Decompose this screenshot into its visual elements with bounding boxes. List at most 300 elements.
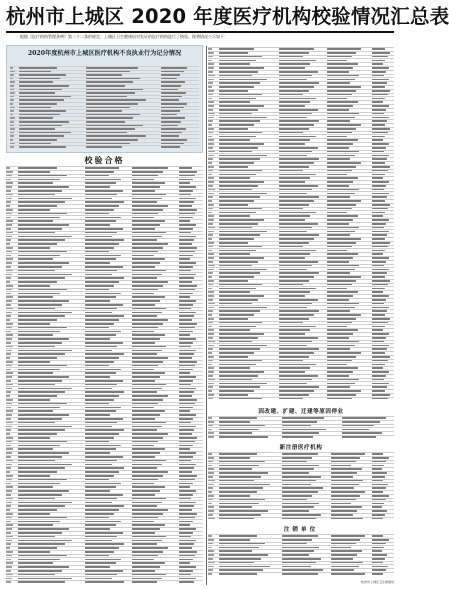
table-cell-text	[6, 403, 12, 405]
footer-issuer: 杭州市上城区卫生健康局	[360, 580, 394, 584]
table-cell-text	[282, 506, 314, 508]
table-cell-text	[18, 186, 69, 188]
table-cell-text	[327, 284, 352, 286]
table-cell-text	[18, 285, 51, 287]
table-cell-text	[19, 107, 50, 109]
table-cell-text	[327, 310, 350, 312]
table-cell-text	[372, 246, 388, 248]
table-cell-text	[279, 242, 309, 244]
table-cell-text	[327, 86, 361, 88]
table-cell-text	[18, 262, 69, 264]
table-cell-text	[219, 143, 264, 145]
table-cell-text	[208, 193, 214, 195]
table-cell-text	[10, 132, 14, 134]
table-cell-text	[18, 239, 65, 241]
table-cell-text	[208, 276, 212, 278]
table-cell-text	[219, 386, 260, 388]
table-cell-text	[18, 266, 62, 268]
table-cell-text	[208, 539, 214, 541]
table-cell-text	[132, 410, 165, 412]
table-cell-text	[179, 391, 194, 393]
table-cell-text	[18, 369, 60, 371]
table-cell-text	[279, 128, 309, 130]
table-cell-text	[18, 384, 55, 386]
table-cell-text	[179, 452, 195, 454]
table-cell-text	[327, 101, 358, 103]
table-cell-text	[279, 295, 305, 297]
table-cell-text	[208, 98, 212, 100]
table-cell-text	[279, 155, 307, 157]
table-cell-text	[6, 509, 10, 511]
table-cell-text	[18, 471, 58, 473]
table-cell-text	[132, 578, 162, 580]
table-cell-text	[6, 532, 11, 534]
table-cell-text	[219, 253, 250, 255]
table-cell-text	[6, 296, 13, 298]
column-divider	[206, 46, 207, 585]
table-cell-text	[132, 167, 168, 169]
table-cell-text	[179, 350, 196, 352]
table-cell-text	[219, 132, 262, 134]
table-cell-text	[327, 56, 352, 58]
table-cell-text	[179, 410, 190, 412]
table-cell-text	[18, 217, 60, 219]
table-cell-text	[6, 540, 12, 542]
table-cell-text	[132, 498, 166, 500]
table-cell-text	[18, 365, 67, 367]
table-cell-text	[208, 291, 214, 293]
table-cell-text	[10, 103, 13, 105]
table-cell-text	[219, 238, 254, 240]
table-cell-text	[279, 371, 305, 373]
score-summary-table	[10, 66, 199, 150]
table-cell-text	[327, 265, 359, 267]
table-cell-text	[85, 384, 118, 386]
table-cell-text	[179, 213, 195, 215]
table-cell-text	[18, 243, 58, 245]
table-cell-text	[18, 300, 69, 302]
table-cell-text	[132, 540, 162, 542]
table-cell-text	[327, 390, 361, 392]
table-cell-text	[6, 167, 10, 169]
table-cell-text	[208, 394, 214, 396]
table-cell-text	[179, 220, 190, 222]
table-cell-text	[179, 536, 191, 538]
table-cell-text	[219, 539, 250, 541]
table-cell-text	[331, 468, 362, 470]
table-cell-text	[208, 337, 213, 339]
table-cell-text	[342, 432, 382, 434]
table-cell-text	[6, 551, 13, 553]
table-cell-text	[85, 255, 121, 257]
table-cell-text	[219, 113, 252, 115]
table-cell-text	[179, 524, 190, 526]
table-cell-text	[279, 329, 311, 331]
table-cell-text	[85, 179, 121, 181]
table-cell-text	[85, 380, 123, 382]
table-cell-text	[85, 315, 124, 317]
table-cell-text	[6, 467, 11, 469]
table-cell-text	[327, 196, 350, 198]
table-cell-text	[132, 414, 160, 416]
table-cell-text	[327, 189, 359, 191]
table-cell-text	[327, 109, 349, 111]
table-cell-text	[132, 266, 155, 268]
table-cell-text	[19, 96, 71, 98]
table-cell-text	[18, 467, 65, 469]
table-cell-text	[219, 453, 256, 455]
table-cell-text	[179, 186, 195, 188]
table-cell-text	[132, 251, 158, 253]
table-cell-text	[208, 105, 214, 107]
table-cell-text	[18, 346, 55, 348]
table-cell-text	[132, 312, 162, 314]
table-cell-text	[6, 521, 11, 523]
table-cell-text	[18, 224, 69, 226]
table-cell-text	[208, 223, 213, 225]
table-cell-text	[208, 174, 212, 176]
table-cell-text	[85, 350, 112, 352]
table-cell-text	[279, 158, 320, 160]
table-cell-text	[327, 238, 361, 240]
table-cell-text	[85, 300, 111, 302]
table-cell-text	[6, 452, 12, 454]
table-cell-text	[85, 490, 111, 492]
table-cell-text	[85, 201, 124, 203]
table-cell-text	[132, 547, 168, 549]
table-cell-text	[219, 60, 256, 62]
table-cell-text	[85, 217, 121, 219]
table-cell-text	[132, 502, 162, 504]
table-cell-text	[18, 293, 60, 295]
table-cell-text	[219, 71, 258, 73]
table-cell-text	[219, 367, 250, 369]
table-cell-text	[6, 418, 11, 420]
table-cell-text	[132, 384, 166, 386]
table-cell-text	[86, 107, 130, 109]
table-cell-text	[179, 471, 191, 473]
table-cell-text	[6, 566, 12, 568]
table-cell-text	[6, 198, 12, 200]
table-cell-text	[132, 308, 166, 310]
table-cell-text	[6, 277, 11, 279]
table-cell-text	[179, 479, 195, 481]
table-cell-text	[132, 452, 160, 454]
table-cell-text	[132, 395, 168, 397]
table-cell-text	[282, 535, 317, 537]
table-cell-text	[6, 380, 11, 382]
table-cell-text	[18, 509, 58, 511]
table-cell-text	[279, 113, 312, 115]
table-cell-text	[372, 383, 390, 385]
table-cell-text	[18, 182, 53, 184]
table-cell-text	[279, 71, 318, 73]
table-cell-text	[6, 429, 11, 431]
table-cell-text	[219, 457, 250, 459]
table-cell-text	[18, 232, 55, 234]
table-cell-text	[372, 94, 388, 96]
table-cell-text	[372, 60, 386, 62]
table-cell-text	[372, 162, 385, 164]
table-cell-text	[327, 295, 353, 297]
table-cell-text	[331, 453, 365, 455]
table-cell-text	[208, 421, 214, 423]
table-cell-text	[86, 78, 141, 80]
table-cell-text	[208, 314, 212, 316]
table-cell-text	[6, 334, 13, 336]
table-cell-text	[331, 461, 356, 463]
table-cell-text	[132, 198, 162, 200]
table-cell-text	[327, 200, 361, 202]
table-cell-text	[372, 56, 388, 58]
table-cell-text	[18, 380, 62, 382]
table-cell-text	[6, 274, 12, 276]
table-cell-text	[132, 327, 158, 329]
table-cell-text	[179, 236, 196, 238]
table-cell-text	[208, 468, 214, 470]
table-cell-text	[179, 194, 191, 196]
table-cell-text	[85, 433, 119, 435]
table-cell-text	[179, 502, 196, 504]
table-cell-text	[219, 429, 259, 431]
table-cell-text	[219, 234, 260, 236]
table-cell-text	[219, 558, 261, 560]
table-cell-text	[372, 265, 384, 267]
table-cell-text	[132, 399, 163, 401]
table-cell-text	[6, 422, 13, 424]
suspended-section-title: 因改建、扩建、迁建等原因停业	[258, 409, 344, 415]
table-cell-text	[372, 484, 388, 486]
table-cell-text	[179, 429, 194, 431]
table-cell-text	[279, 253, 311, 255]
table-cell-text	[219, 398, 262, 400]
table-cell-text	[208, 90, 214, 92]
table-cell-text	[279, 52, 309, 54]
table-cell-text	[18, 171, 51, 173]
table-cell-text	[179, 467, 194, 469]
table-cell-text	[372, 269, 390, 271]
table-cell-text	[208, 472, 214, 474]
table-cell-text	[279, 379, 312, 381]
table-cell-text	[282, 484, 310, 486]
table-cell-text	[219, 472, 268, 474]
table-cell-text	[219, 242, 248, 244]
table-cell-text	[6, 338, 12, 340]
table-cell-text	[179, 475, 197, 477]
table-cell-text	[219, 208, 262, 210]
table-cell-text	[132, 437, 163, 439]
table-cell-text	[372, 113, 384, 115]
table-cell-text	[208, 288, 212, 290]
table-cell-text	[10, 81, 15, 83]
table-cell-text	[19, 146, 66, 148]
table-cell-text	[18, 536, 55, 538]
table-cell-text	[18, 521, 60, 523]
table-cell-text	[208, 352, 212, 354]
table-cell-text	[132, 574, 166, 576]
table-cell-text	[372, 461, 387, 463]
table-cell-text	[279, 67, 305, 69]
table-cell-text	[179, 578, 196, 580]
table-cell-text	[6, 445, 11, 447]
table-cell-text	[282, 465, 319, 467]
table-cell-text	[327, 356, 356, 358]
table-cell-text	[85, 395, 119, 397]
table-cell-text	[132, 467, 157, 469]
table-cell-text	[282, 566, 310, 568]
table-cell-text	[208, 67, 214, 69]
table-cell-text	[372, 63, 383, 65]
table-cell-text	[279, 398, 304, 400]
table-cell-text	[6, 262, 12, 264]
table-cell-text	[372, 105, 389, 107]
table-cell-text	[208, 480, 215, 482]
table-cell-text	[132, 213, 158, 215]
table-cell-text	[132, 270, 166, 272]
table-cell-text	[327, 166, 356, 168]
table-cell-text	[372, 238, 385, 240]
table-cell-text	[372, 307, 390, 309]
table-cell-text	[372, 514, 385, 516]
table-cell-text	[372, 242, 391, 244]
table-cell-text	[327, 219, 353, 221]
table-cell-text	[132, 494, 155, 496]
table-cell-text	[372, 288, 386, 290]
table-cell-text	[6, 289, 12, 291]
table-cell-text	[219, 196, 260, 198]
table-cell-text	[85, 365, 109, 367]
table-cell-text	[331, 535, 365, 537]
table-cell-text	[282, 436, 313, 438]
table-cell-text	[18, 574, 55, 576]
table-cell-text	[179, 388, 196, 390]
table-cell-text	[219, 155, 266, 157]
table-cell-text	[327, 79, 355, 81]
table-cell-text	[6, 300, 12, 302]
table-cell-text	[132, 441, 158, 443]
table-cell-text	[219, 250, 256, 252]
table-cell-text	[327, 132, 352, 134]
table-cell-text	[372, 117, 390, 119]
table-cell-text	[372, 375, 387, 377]
table-cell-text	[282, 453, 317, 455]
table-cell-text	[179, 399, 197, 401]
table-cell-text	[10, 78, 13, 80]
table-cell-text	[19, 121, 68, 123]
table-cell-text	[219, 158, 260, 160]
table-cell-text	[372, 550, 382, 552]
table-cell-text	[219, 518, 254, 520]
table-cell-text	[327, 269, 355, 271]
table-cell-text	[179, 407, 192, 409]
table-cell-text	[179, 361, 197, 363]
table-cell-text	[219, 356, 248, 358]
table-cell-text	[279, 219, 305, 221]
table-cell-text	[219, 547, 259, 549]
table-cell-text	[372, 276, 385, 278]
table-cell-text	[85, 232, 118, 234]
table-cell-text	[132, 460, 166, 462]
table-cell-text	[372, 101, 383, 103]
table-cell-text	[279, 109, 318, 111]
table-cell-text	[219, 52, 248, 54]
table-cell-text	[18, 483, 60, 485]
table-cell-text	[6, 258, 13, 260]
table-cell-text	[372, 299, 387, 301]
table-cell-text	[282, 518, 315, 520]
table-cell-text	[219, 215, 250, 217]
table-cell-text	[331, 558, 353, 560]
table-cell-text	[327, 181, 353, 183]
table-cell-text	[6, 232, 13, 234]
table-cell-text	[279, 291, 311, 293]
table-cell-text	[282, 539, 312, 541]
table-cell-text	[208, 71, 213, 73]
table-cell-text	[208, 299, 213, 301]
table-cell-text	[179, 312, 196, 314]
table-cell-text	[219, 200, 254, 202]
table-cell-text	[85, 346, 118, 348]
table-cell-text	[132, 201, 157, 203]
table-cell-text	[372, 480, 383, 482]
table-cell-text	[18, 167, 58, 169]
table-cell-text	[372, 543, 387, 545]
table-cell-text	[85, 327, 109, 329]
table-cell-text	[85, 422, 118, 424]
table-cell-text	[85, 388, 112, 390]
table-cell-text	[179, 205, 191, 207]
table-cell-text	[279, 117, 307, 119]
table-cell-text	[208, 543, 213, 545]
table-cell-text	[279, 212, 316, 214]
table-cell-text	[282, 573, 317, 575]
table-cell-text	[6, 255, 11, 257]
table-cell-text	[279, 288, 316, 290]
table-cell-text	[132, 331, 154, 333]
table-cell-text	[179, 490, 195, 492]
table-cell-text	[208, 242, 214, 244]
table-cell-text	[86, 74, 122, 76]
table-cell-text	[132, 532, 155, 534]
table-cell-text	[219, 303, 252, 305]
table-cell-text	[132, 524, 165, 526]
table-cell-text	[179, 357, 191, 359]
table-cell-text	[372, 234, 387, 236]
table-cell-text	[86, 125, 144, 127]
table-cell-text	[327, 379, 359, 381]
table-cell-text	[132, 289, 158, 291]
table-cell-text	[372, 215, 383, 217]
table-cell-text	[327, 162, 361, 164]
table-cell-text	[85, 171, 114, 173]
table-cell-text	[132, 464, 162, 466]
table-cell-text	[279, 322, 304, 324]
table-cell-text	[86, 92, 136, 94]
table-cell-text	[279, 375, 318, 377]
table-cell-text	[208, 147, 213, 149]
table-cell-text	[282, 510, 308, 512]
table-cell-text	[219, 117, 266, 119]
table-cell-text	[85, 566, 111, 568]
table-cell-text	[327, 98, 347, 100]
table-cell-text	[327, 136, 347, 138]
table-cell-text	[208, 425, 213, 427]
table-cell-text	[282, 550, 314, 552]
table-cell-text	[372, 518, 383, 520]
table-cell-text	[6, 308, 13, 310]
table-cell-text	[132, 403, 158, 405]
table-cell-text	[18, 179, 60, 181]
